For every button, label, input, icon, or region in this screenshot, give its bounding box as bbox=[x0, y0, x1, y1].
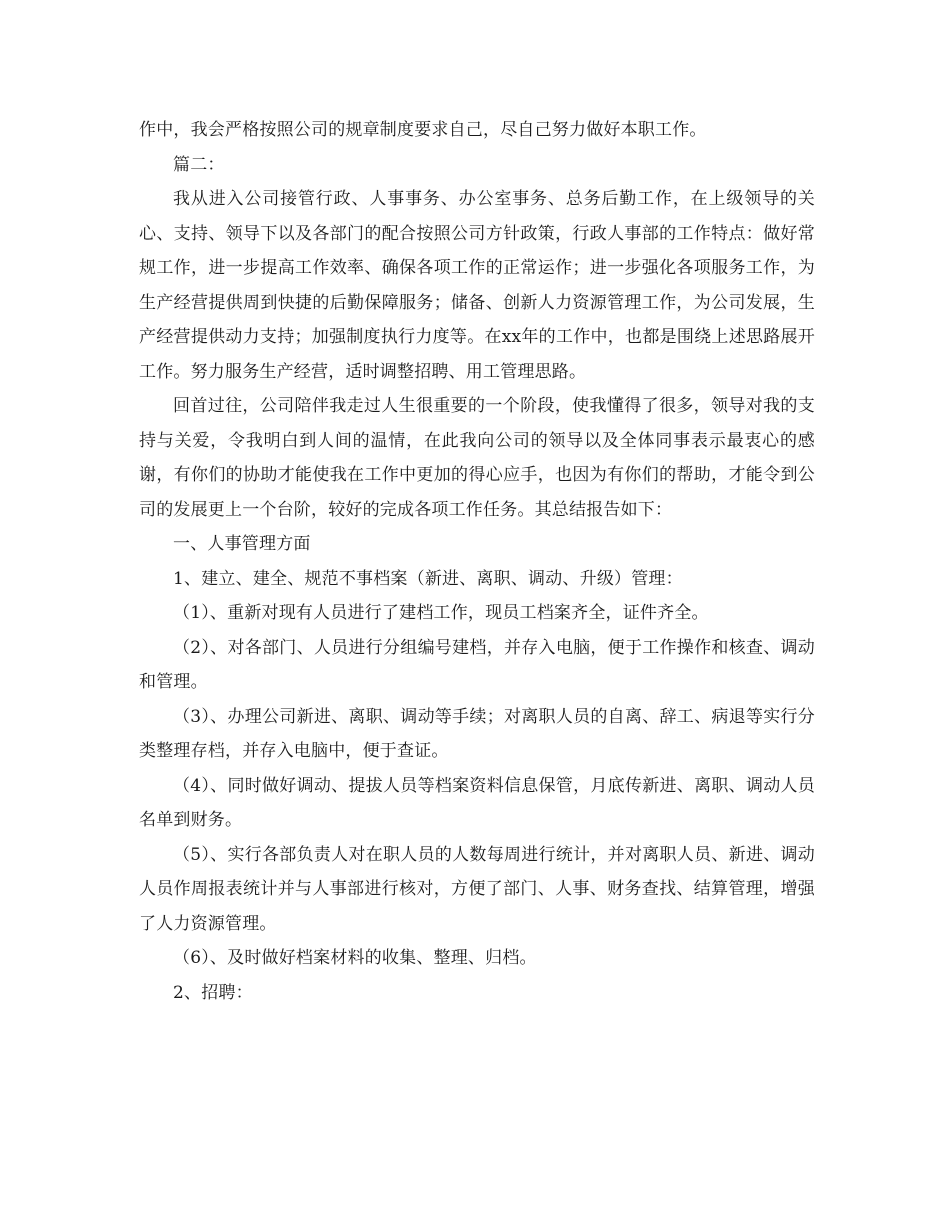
sub-item-3: （3）、办理公司新进、离职、调动等手续；对离职人员的自离、辞工、病退等实行分类整理存档，并存入电脑中，便于查证。 bbox=[139, 706, 815, 761]
sub-item-4: （4）、同时做好调动、提拔人员等档案资料信息保管，月底传新进、离职、调动人员名单到财务。 bbox=[139, 775, 815, 830]
sub-item-1: （1）、重新对现有人员进行了建档工作，现员工档案齐全，证件齐全。 bbox=[173, 603, 709, 623]
paragraph-continuation: 作中，我会严格按照公司的规章制度要求自己，尽自己努力做好本职工作。 bbox=[139, 120, 707, 140]
heading-personnel-management: 一、人事管理方面 bbox=[173, 534, 311, 554]
section-heading-part-two: 篇二： bbox=[173, 154, 225, 175]
sub-item-5: （5）、实行各部负责人对在职人员的人数每周进行统计，并对离职人员、新进、调动人员作周报表统计并与人事部进行核对，方便了部门、人事、财务查找、结算管理，增强了人力资源管理。 bbox=[139, 844, 815, 934]
sub-item-6: （6）、及时做好档案材料的收集、整理、归档。 bbox=[173, 948, 537, 968]
list-item-archive-management: 1、建立、建全、规范不事档案（新进、离职、调动、升级）管理： bbox=[173, 568, 683, 589]
document-body bbox=[139, 113, 815, 1010]
sub-item-2: （2）、对各部门、人员进行分组编号建档，并存入电脑，便于工作操作和核查、调动和管理。 bbox=[139, 637, 815, 692]
paragraph-reflection: 回首过往，公司陪伴我走过人生很重要的一个阶段，使我懂得了很多，领导对我的支持与关爱，令我明白到人间的温情，在此我向公司的领导以及全体同事表示最衷心的感谢，有你们的协助才能使我在工作中更加的得心应手，也因为有你们的帮助，才能令到公司的发展更上一个台阶，较好的完成各项工作任务。其总结报告如下： bbox=[139, 396, 815, 520]
paragraph-intro: 我从进入公司接管行政、人事事务、办公室事务、总务后勤工作，在上级领导的关心、支持、领导下以及各部门的配合按照公司方针政策，行政人事部的工作特点：做好常规工作，进一步提高工作效率、确保各项工作的正常运作；进一步强化各项服务工作，为生产经营提供周到快捷的后勤保障服务；储备、创新人力资源管理工作，为公司发展，生产经营提供动力支持；加强制度执行力度等。在xx年的工作中，也都是围绕上述思路展开工作。努力服务生产经营，适时调整招聘、用工管理思路。 bbox=[139, 189, 815, 382]
list-item-recruitment: 2、招聘： bbox=[173, 982, 253, 1003]
